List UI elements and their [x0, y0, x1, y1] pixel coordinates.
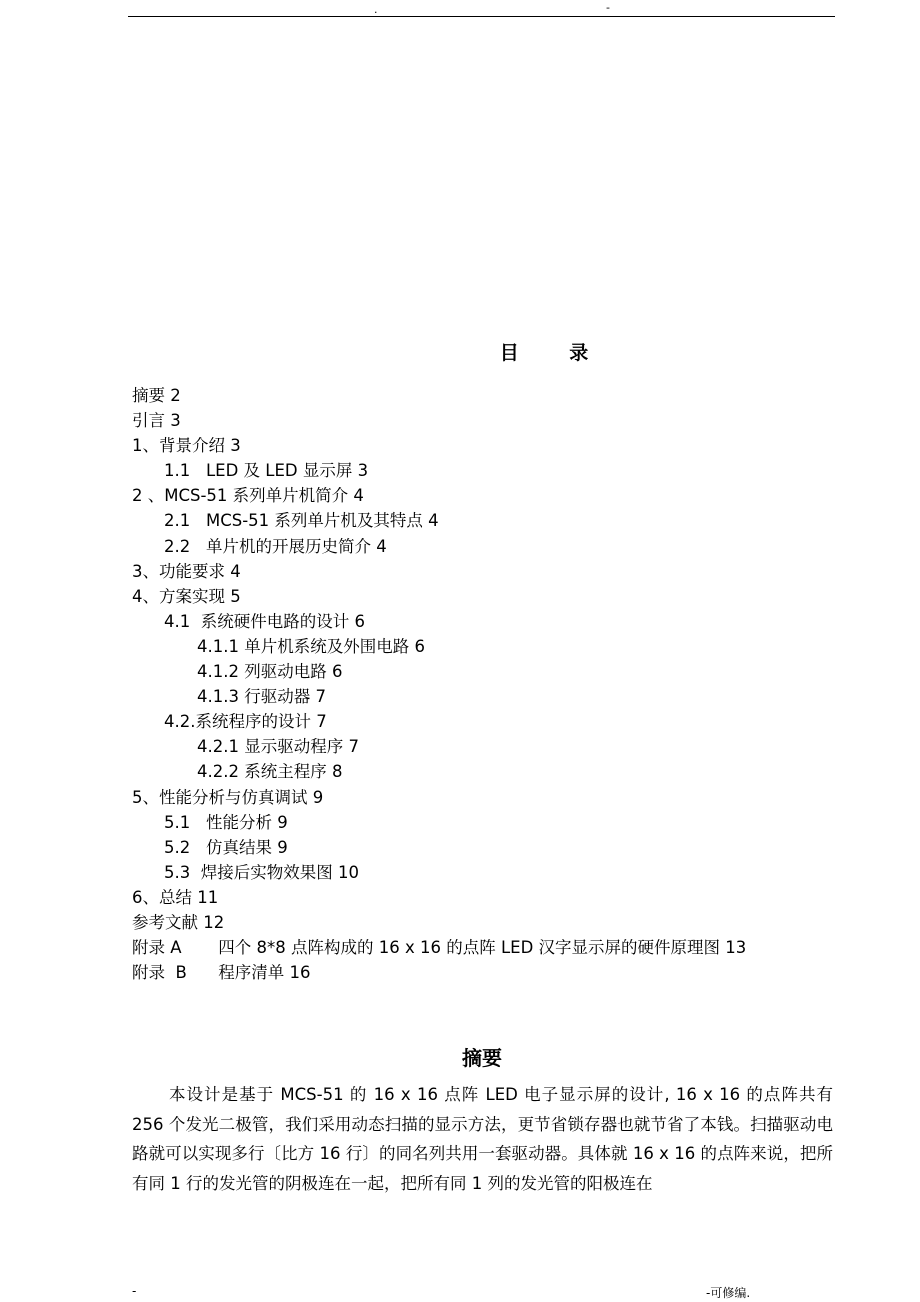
toc-entry: 1、背景介绍 3 — [132, 436, 241, 456]
footer-right: -可修编. — [706, 1286, 751, 1300]
toc-entry: 4.1 系统硬件电路的设计 6 — [164, 611, 365, 631]
toc-entry: 附录 B 程序清单 16 — [132, 963, 311, 983]
toc-entry: 3、功能要求 4 — [132, 561, 241, 581]
toc-entry: 5.2 仿真结果 9 — [164, 837, 288, 857]
toc-entry: 4.2.2 系统主程序 8 — [197, 762, 343, 782]
header-mark-left: . — [374, 3, 378, 16]
toc-entry: 附录 A 四个 8*8 点阵构成的 16 x 16 的点阵 LED 汉字显示屏的硬件原理图 13 — [132, 938, 747, 958]
toc-entry: 2.1 MCS-51 系列单片机及其特点 4 — [164, 511, 439, 531]
footer-left: - — [132, 1284, 137, 1298]
toc-entry: 5.1 性能分析 9 — [164, 812, 288, 832]
toc-entry: 1.1 LED 及 LED 显示屏 3 — [164, 461, 369, 481]
abstract-title: 摘要 — [462, 1046, 502, 1070]
table-of-contents — [132, 383, 832, 985]
toc-entry: 2.2 单片机的开展历史简介 4 — [164, 536, 387, 556]
toc-entry: 4.1.1 单片机系统及外围电路 6 — [197, 636, 425, 656]
toc-entry: 4.1.2 列驱动电路 6 — [197, 662, 343, 682]
toc-entry: 4.2.1 显示驱动程序 7 — [197, 737, 359, 757]
toc-entry: 4、方案实现 5 — [132, 586, 241, 606]
toc-title: 目 录 — [499, 342, 611, 364]
header-rule — [128, 16, 835, 17]
toc-entry: 5、性能分析与仿真调试 9 — [132, 787, 324, 807]
toc-entry: 6、总结 11 — [132, 887, 219, 907]
abstract-body: 本设计是基于 MCS-51 的 16 x 16 点阵 LED 电子显示屏的设计, 16 x 16 的点阵共有 256 个发光二极管，我们采用动态扫描的显示方法，更节省锁存器也就节省了本钱。扫描驱动电路就可以实现多行〔比方 16 行〕的同名列共用一套驱动器。具体就 16 x 16 的点阵来说，把所有同 1 行的发光管的阴极连在一起，把所有同 1 列的发光管的阳极连在 — [132, 1085, 833, 1193]
toc-entry: 4.2.系统程序的设计 7 — [164, 712, 327, 732]
header-mark-right: - — [606, 1, 610, 14]
toc-entry: 5.3 焊接后实物效果图 10 — [164, 862, 359, 882]
toc-entry: 引言 3 — [132, 411, 181, 431]
toc-entry: 2 、MCS-51 系列单片机简介 4 — [132, 486, 364, 506]
toc-entry: 参考文献 12 — [132, 912, 225, 932]
toc-entry: 摘要 2 — [132, 386, 181, 405]
toc-entry: 4.1.3 行驱动器 7 — [197, 687, 326, 707]
